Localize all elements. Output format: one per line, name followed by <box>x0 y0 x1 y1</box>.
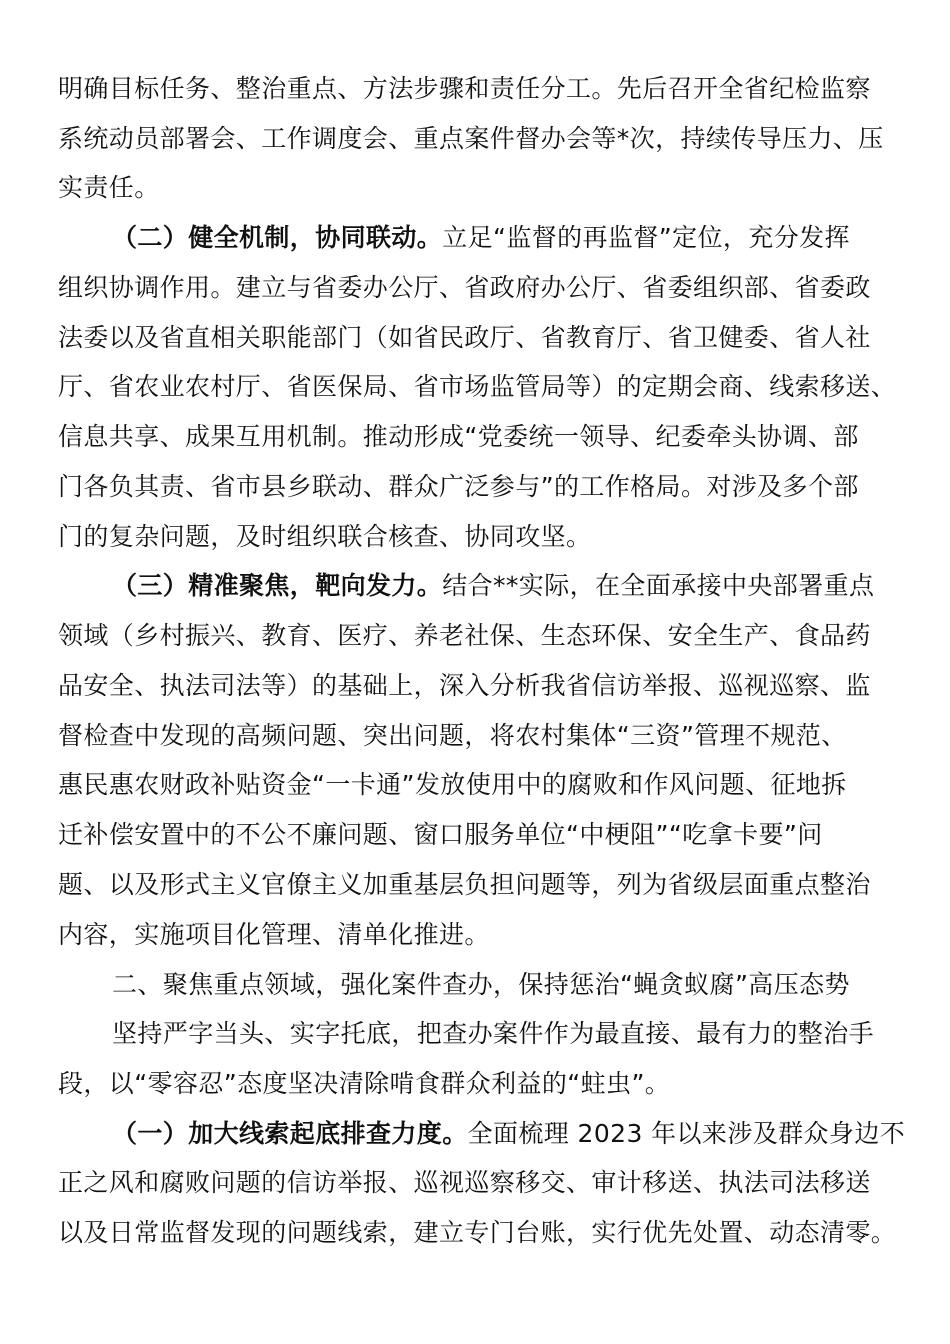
paragraph-line <box>112 566 874 606</box>
text-line: 题、以及形式主义官僚主义加重基层负担问题等，列为省级层面重点整治 <box>58 870 871 899</box>
text-line: 正之风和腐败问题的信访举报、巡视巡察移交、审计移送、执法司法移送 <box>58 1168 871 1197</box>
text-line: 信息共享、成果互用机制。推动形成“党委统一领导、纪委牵头协调、部 <box>58 422 859 451</box>
paragraph-line <box>112 1114 905 1154</box>
text-line: 以及日常监督发现的问题线索，建立专门台账，实行优先处置、动态清零。 <box>58 1218 897 1247</box>
text-line: 门的复杂问题，及时组织联合核查、协同攻坚。 <box>58 522 592 551</box>
text-line: 明确目标任务、整治重点、方法步骤和责任分工。先后召开全省纪检监察 <box>58 74 871 103</box>
text-line: 门各负其责、省市县乡联动、群众广泛参与”的工作格局。对涉及多个部 <box>58 472 859 501</box>
text-span: 立足“监督的再监督”定位，充分发挥 <box>442 223 850 252</box>
text-line: 内容，实施项目化管理、清单化推进。 <box>58 920 490 949</box>
text-line: 迁补偿安置中的不公不廉问题、窗口服务单位“中梗阻”“吃拿卡要”问 <box>58 820 823 849</box>
section-heading: （二）健全机制，协同联动。 <box>112 223 443 252</box>
paragraph-line <box>112 218 850 258</box>
text-line: 坚持严字当头、实字托底，把查办案件作为最直接、最有力的整治手 <box>112 1019 875 1048</box>
text-line: 系统动员部署会、工作调度会、重点案件督办会等*次，持续传导压力、压 <box>58 124 884 153</box>
text-line: 法委以及省直相关职能部门（如省民政厅、省教育厅、省卫健委、省人社 <box>58 323 871 352</box>
section-title: 二、聚焦重点领域，强化案件查办，保持惩治“蝇贪蚁腐”高压态势 <box>112 970 850 999</box>
text-line: 段，以“零容忍”态度坚决清除啃食群众利益的“蛀虫”。 <box>58 1069 671 1098</box>
text-line: 惠民惠农财政补贴资金“一卡通”发放使用中的腐败和作风问题、征地拆 <box>58 770 847 799</box>
text-line: 品安全、执法司法等）的基础上，深入分析我省信访举报、巡视巡察、监 <box>58 671 871 700</box>
text-line: 组织协调作用。建立与省委办公厅、省政府办公厅、省委组织部、省委政 <box>58 273 871 302</box>
text-line: 实责任。 <box>58 173 160 202</box>
text-line: 督检查中发现的高频问题、突出问题，将农村集体“三资”管理不规范、 <box>58 721 847 750</box>
section-heading: （三）精准聚焦，靶向发力。 <box>112 571 443 600</box>
text-span: 结合**实际，在全面承接中央部署重点 <box>442 571 875 600</box>
text-line: 领域（乡村振兴、教育、医疗、养老社保、生态环保、安全生产、食品药 <box>58 621 871 650</box>
text-line: 厅、省农业农村厅、省医保局、省市场监管局等）的定期会商、线索移送、 <box>58 372 897 401</box>
text-span: 全面梳理 2023 年以来涉及群众身边不 <box>467 1119 906 1148</box>
section-heading: （一）加大线索起底排查力度。 <box>112 1119 468 1148</box>
